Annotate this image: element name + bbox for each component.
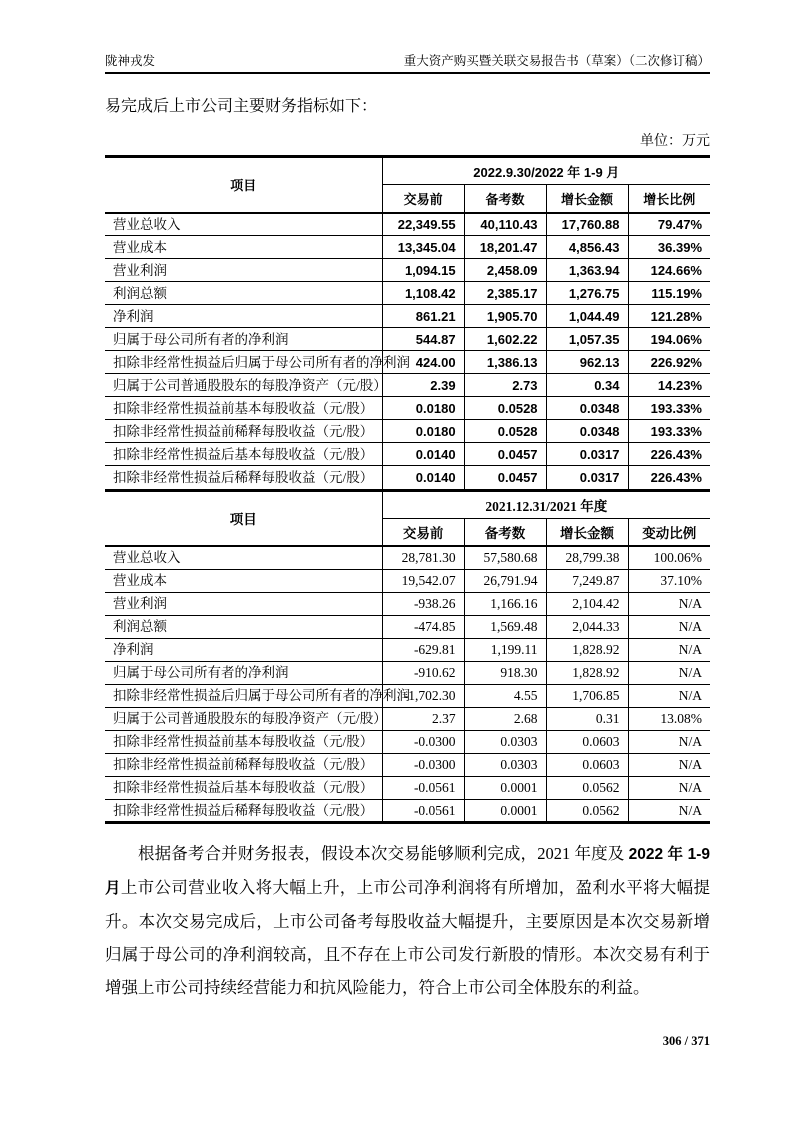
table-row xyxy=(105,592,710,615)
table-row xyxy=(105,730,710,753)
row-label: 归属于公司普通股股东的每股净资产（元/股） xyxy=(105,707,382,730)
cell-value: 424.00 xyxy=(382,351,464,374)
row-label: 扣除非经常性损益后基本每股收益（元/股） xyxy=(105,443,382,466)
cell-value: 26,791.94 xyxy=(464,569,546,592)
row-label: 营业利润 xyxy=(105,592,382,615)
page-number: 306 / 371 xyxy=(662,1034,710,1048)
cell-value: N/A xyxy=(628,799,710,822)
row-label: 净利润 xyxy=(105,305,382,328)
unit-label: 单位：万元 xyxy=(640,134,710,149)
item-column-header: 项目 xyxy=(229,512,257,528)
cell-value: 1,828.92 xyxy=(546,638,628,661)
cell-value: 1,905.70 xyxy=(464,305,546,328)
cell-value: N/A xyxy=(628,776,710,799)
cell-value: -938.26 xyxy=(382,592,464,615)
row-label: 营业成本 xyxy=(105,236,382,259)
cell-value: 36.39% xyxy=(628,236,710,259)
cell-value: 13.08% xyxy=(628,707,710,730)
row-label: 归属于母公司所有者的净利润 xyxy=(105,661,382,684)
cell-value: 0.0001 xyxy=(464,776,546,799)
cell-value: 37.10% xyxy=(628,569,710,592)
cell-value: 0.0562 xyxy=(546,799,628,822)
cell-value: -0.0300 xyxy=(382,730,464,753)
table-row xyxy=(105,328,710,351)
cell-value: -910.62 xyxy=(382,661,464,684)
table-row xyxy=(105,397,710,420)
period-header-2022: 2022.9.30/2022 年 1-9 月 xyxy=(382,157,710,185)
cell-value: 57,580.68 xyxy=(464,546,546,569)
cell-value: 2.73 xyxy=(464,374,546,397)
row-label: 营业利润 xyxy=(105,259,382,282)
table-2021-header xyxy=(105,490,710,546)
row-label: 营业总收入 xyxy=(113,550,181,566)
table-row xyxy=(105,374,710,397)
cell-value: 28,799.38 xyxy=(546,546,628,569)
cell-value: 4.55 xyxy=(464,684,546,707)
cell-value: N/A xyxy=(628,684,710,707)
table-row xyxy=(105,351,710,374)
cell-value: 2,104.42 xyxy=(546,592,628,615)
cell-value: 0.0140 xyxy=(382,443,464,466)
cell-value: -0.0561 xyxy=(382,799,464,822)
cell-value: 18,201.47 xyxy=(464,236,546,259)
cell-value: 918.30 xyxy=(464,661,546,684)
table-row xyxy=(105,466,710,489)
intro-line: 易完成后上市公司主要财务指标如下： xyxy=(105,98,378,115)
table-row xyxy=(105,546,710,569)
row-label: 扣除非经常性损益前基本每股收益（元/股） xyxy=(105,730,382,753)
table-row xyxy=(105,799,710,822)
column-header: 交易前 xyxy=(382,185,464,213)
cell-value: 0.0603 xyxy=(546,753,628,776)
financial-table-2021 xyxy=(105,489,710,824)
cell-value: 40,110.43 xyxy=(464,213,546,236)
cell-value: 226.43% xyxy=(628,466,710,489)
cell-value: 1,276.75 xyxy=(546,282,628,305)
table-row xyxy=(105,661,710,684)
cell-value: 0.0603 xyxy=(546,730,628,753)
row-label: 营业总收入 xyxy=(113,216,181,232)
cell-value: 2,458.09 xyxy=(464,259,546,282)
cell-value: 1,706.85 xyxy=(546,684,628,707)
cell-value: N/A xyxy=(628,615,710,638)
cell-value: 79.47% xyxy=(628,213,710,236)
column-header: 交易前 xyxy=(382,518,464,546)
paragraph-text: 根据备考合并财务报表，假设本次交易能够顺利完成，2021 年度及 xyxy=(138,843,629,863)
cell-value: N/A xyxy=(628,661,710,684)
cell-value: -629.81 xyxy=(382,638,464,661)
cell-value: 194.06% xyxy=(628,328,710,351)
cell-value: 0.0348 xyxy=(546,397,628,420)
table-row xyxy=(105,420,710,443)
table-row xyxy=(105,282,710,305)
row-label: 扣除非经常性损益后稀释每股收益（元/股） xyxy=(105,466,382,489)
cell-value: 121.28% xyxy=(628,305,710,328)
cell-value: 4,856.43 xyxy=(546,236,628,259)
column-header: 备考数 xyxy=(464,518,546,546)
item-column-header: 项目 xyxy=(230,178,257,194)
cell-value: 1,363.94 xyxy=(546,259,628,282)
cell-value: 0.0317 xyxy=(546,466,628,489)
cell-value: 2.68 xyxy=(464,707,546,730)
table-row xyxy=(105,569,710,592)
cell-value: N/A xyxy=(628,753,710,776)
cell-value: N/A xyxy=(628,592,710,615)
cell-value: 0.0457 xyxy=(464,466,546,489)
cell-value: 0.0317 xyxy=(546,443,628,466)
cell-value: 0.0348 xyxy=(546,420,628,443)
table-row xyxy=(105,305,710,328)
cell-value: 2.37 xyxy=(382,707,464,730)
cell-value: 0.0562 xyxy=(546,776,628,799)
cell-value: 0.0303 xyxy=(464,730,546,753)
paragraph-bold-text: 2022 年 1-9 月 xyxy=(105,845,711,897)
cell-value: 0.0180 xyxy=(382,397,464,420)
column-header: 备考数 xyxy=(464,185,546,213)
table-row xyxy=(105,490,710,518)
cell-value: 19,542.07 xyxy=(382,569,464,592)
table-row xyxy=(105,753,710,776)
cell-value: 14.23% xyxy=(628,374,710,397)
cell-value: 22,349.55 xyxy=(382,213,464,236)
cell-value: 2.39 xyxy=(382,374,464,397)
cell-value: 115.19% xyxy=(628,282,710,305)
table-row xyxy=(105,213,710,236)
cell-value: 0.0001 xyxy=(464,799,546,822)
table-row xyxy=(105,638,710,661)
cell-value: 1,569.48 xyxy=(464,615,546,638)
company-name: 陇神戎发 xyxy=(105,54,156,68)
cell-value: 1,386.13 xyxy=(464,351,546,374)
cell-value: N/A xyxy=(628,638,710,661)
cell-value: -0.0300 xyxy=(382,753,464,776)
cell-value: 0.0140 xyxy=(382,466,464,489)
cell-value: 193.33% xyxy=(628,397,710,420)
table-row xyxy=(105,776,710,799)
cell-value: N/A xyxy=(628,730,710,753)
table-row xyxy=(105,236,710,259)
row-label: 扣除非经常性损益前基本每股收益（元/股） xyxy=(105,397,382,420)
cell-value: 861.21 xyxy=(382,305,464,328)
table-row xyxy=(105,684,710,707)
cell-value: 226.43% xyxy=(628,443,710,466)
row-label: 扣除非经常性损益后基本每股收益（元/股） xyxy=(105,776,382,799)
row-label: 营业成本 xyxy=(105,569,382,592)
cell-value: 2,044.33 xyxy=(546,615,628,638)
column-header: 增长比例 xyxy=(628,185,710,213)
row-label: 扣除非经常性损益后稀释每股收益（元/股） xyxy=(105,799,382,822)
row-label: 扣除非经常性损益后归属于母公司所有者的净利润 xyxy=(105,351,382,374)
paragraph-text: 上市公司营业收入将大幅上升，上市公司净利润将有所增加，盈利水平将大幅提升。本次交易完成后，上市公司备考每股收益大幅提升，主要原因是本次交易新增归属于母公司的净利润较高，且不存在上市公司发行新股的情形。本次交易有利于增强上市公司持续经营能力和抗风险能力，符合上市公司全体股东的利益。 xyxy=(105,877,710,997)
cell-value: 0.0457 xyxy=(464,443,546,466)
cell-value: 1,094.15 xyxy=(382,259,464,282)
cell-value: 1,828.92 xyxy=(546,661,628,684)
column-header: 增长金额 xyxy=(546,518,628,546)
row-label: 扣除非经常性损益后归属于母公司所有者的净利润 xyxy=(105,684,382,707)
cell-value: -474.85 xyxy=(382,615,464,638)
period-header-2021: 2021.12.31/2021 年度 xyxy=(382,490,710,518)
cell-value: 2,385.17 xyxy=(464,282,546,305)
cell-value: 1,044.49 xyxy=(546,305,628,328)
row-label: 归属于公司普通股股东的每股净资产（元/股） xyxy=(105,374,382,397)
cell-value: -1,702.30 xyxy=(382,684,464,707)
cell-value: 193.33% xyxy=(628,420,710,443)
table-row xyxy=(105,443,710,466)
row-label: 归属于母公司所有者的净利润 xyxy=(105,328,382,351)
table-2022-header xyxy=(105,157,710,213)
table-row xyxy=(105,707,710,730)
cell-value: 0.34 xyxy=(546,374,628,397)
cell-value: 962.13 xyxy=(546,351,628,374)
cell-value: 0.0180 xyxy=(382,420,464,443)
report-title: 重大资产购买暨关联交易报告书（草案）（二次修订稿） xyxy=(403,54,710,68)
table-row xyxy=(105,259,710,282)
row-label: 利润总额 xyxy=(105,282,382,305)
cell-value: 1,166.16 xyxy=(464,592,546,615)
cell-value: 226.92% xyxy=(628,351,710,374)
cell-value: 100.06% xyxy=(628,546,710,569)
running-header xyxy=(105,53,710,74)
cell-value: 0.0528 xyxy=(464,420,546,443)
cell-value: 0.31 xyxy=(546,707,628,730)
cell-value: 17,760.88 xyxy=(546,213,628,236)
cell-value: 7,249.87 xyxy=(546,569,628,592)
row-label: 利润总额 xyxy=(105,615,382,638)
cell-value: 544.87 xyxy=(382,328,464,351)
cell-value: 0.0303 xyxy=(464,753,546,776)
cell-value: 28,781.30 xyxy=(382,546,464,569)
row-label: 净利润 xyxy=(105,638,382,661)
row-label: 扣除非经常性损益前稀释每股收益（元/股） xyxy=(105,420,382,443)
column-header: 变动比例 xyxy=(628,518,710,546)
cell-value: 1,057.35 xyxy=(546,328,628,351)
cell-value: 1,108.42 xyxy=(382,282,464,305)
row-label: 扣除非经常性损益前稀释每股收益（元/股） xyxy=(105,753,382,776)
cell-value: -0.0561 xyxy=(382,776,464,799)
conclusion-paragraph xyxy=(105,837,710,1004)
cell-value: 0.0528 xyxy=(464,397,546,420)
cell-value: 1,602.22 xyxy=(464,328,546,351)
cell-value: 1,199.11 xyxy=(464,638,546,661)
table-row xyxy=(105,615,710,638)
cell-value: 124.66% xyxy=(628,259,710,282)
financial-table-2022 xyxy=(105,155,710,489)
column-header: 增长金额 xyxy=(546,185,628,213)
table-row xyxy=(105,157,710,185)
cell-value: 13,345.04 xyxy=(382,236,464,259)
